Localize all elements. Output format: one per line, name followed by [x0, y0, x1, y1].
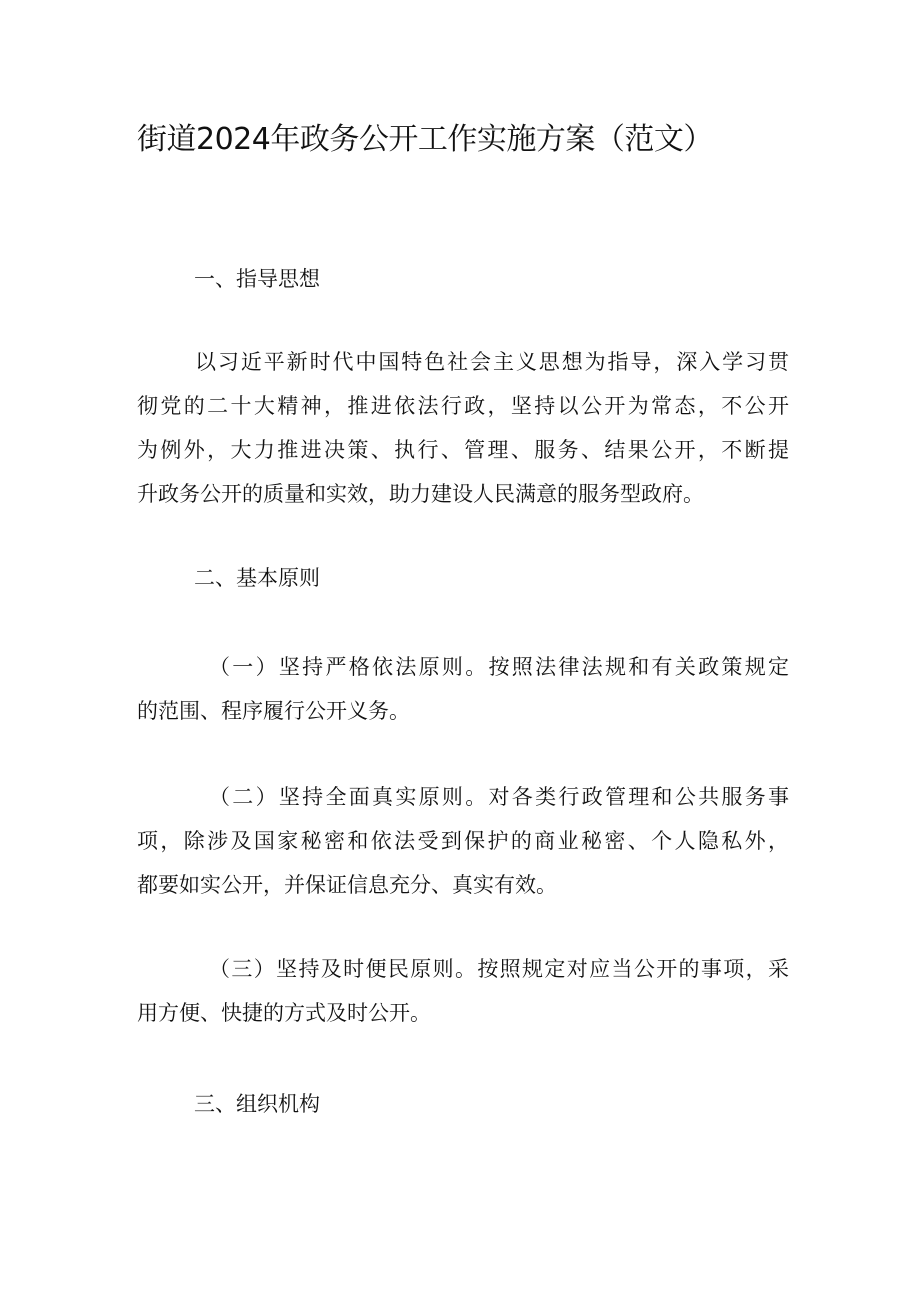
- paragraph-line: 用方便、快捷的方式及时公开。: [137, 1001, 431, 1025]
- paragraph-line: 为例外，大力推进决策、执行、管理、服务、结果公开，不断提: [137, 438, 789, 462]
- paragraph-line: 项，除涉及国家秘密和依法受到保护的商业秘密、个人隐私外，: [137, 829, 789, 853]
- paragraph-line: 升政务公开的质量和实效，助力建设人民满意的服务型政府。: [137, 482, 704, 506]
- document-title: 街道2024年政务公开工作实施方案（范文）: [137, 122, 713, 157]
- paragraph-principle-1: [137, 645, 789, 733]
- paragraph-line: （一）坚持严格依法原则。按照法律法规和有关政策规定: [209, 655, 789, 679]
- paragraph-guiding-ideology: [137, 340, 789, 516]
- paragraph-line: （三）坚持及时便民原则。按照规定对应当公开的事项，采: [209, 957, 789, 981]
- paragraph-line: 的范围、程序履行公开义务。: [137, 699, 410, 723]
- section-heading-guiding-ideology: 一、指导思想: [194, 267, 320, 291]
- paragraph-principle-2: [137, 775, 789, 907]
- paragraph-line: 都要如实公开，并保证信息充分、真实有效。: [137, 873, 557, 897]
- section-heading-organization: 三、组织机构: [194, 1092, 320, 1116]
- paragraph-principle-3: [137, 947, 789, 1035]
- paragraph-line: （二）坚持全面真实原则。对各类行政管理和公共服务事: [209, 785, 789, 809]
- paragraph-line: 以习近平新时代中国特色社会主义思想为指导，深入学习贯: [195, 350, 789, 374]
- section-heading-basic-principles: 二、基本原则: [194, 566, 320, 590]
- paragraph-line: 彻党的二十大精神，推进依法行政，坚持以公开为常态，不公开: [137, 394, 789, 418]
